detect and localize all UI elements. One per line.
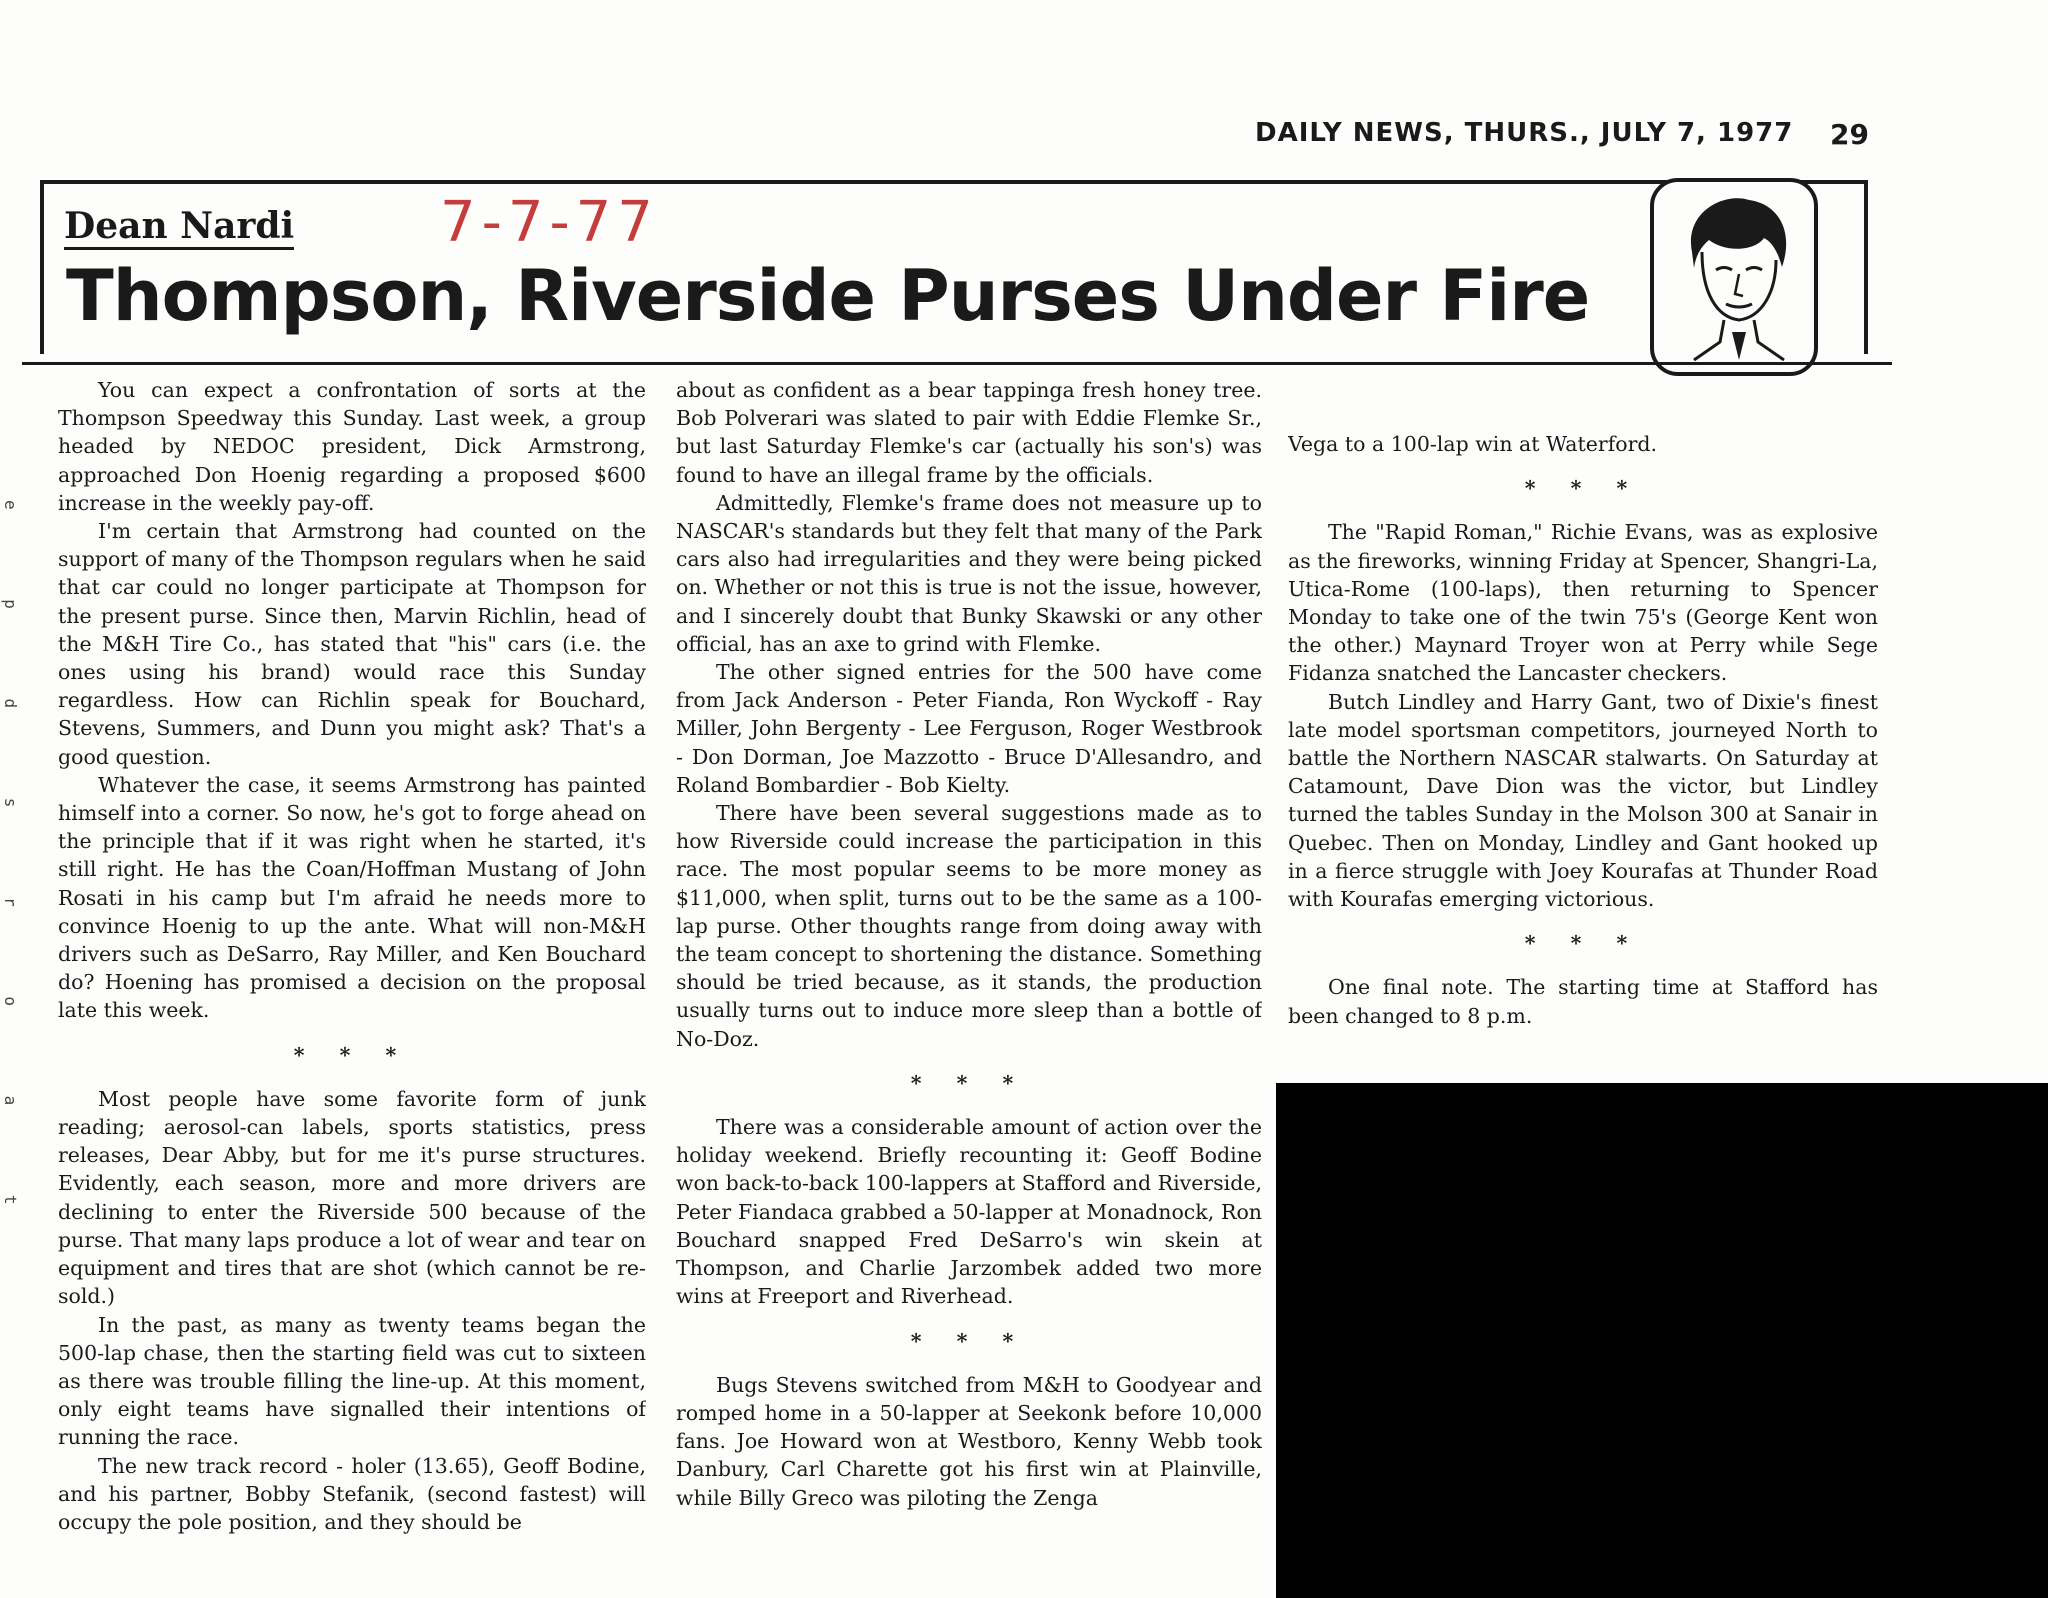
byline: Dean Nardi: [64, 205, 294, 250]
section-separator: * * *: [1524, 476, 1642, 501]
columnist-portrait-sketch: [1650, 178, 1818, 376]
article-column-2: [676, 376, 1262, 1556]
paragraph: In the past, as many as twenty teams began the 500-lap chase, then the starting field was cut to sixteen as there was trouble filling the line-up. At this moment, only eight teams have signalled their intentions of running the race.: [58, 1312, 646, 1450]
section-separator: * * *: [1524, 931, 1642, 956]
article-column-1: [58, 376, 646, 1556]
paragraph: The other signed entries for the 500 have come from Jack Anderson - Peter Fianda, Ron Wyckoff - Ray Miller, John Bergenty - Lee Ferguson, Roger Westbrook - Don Dorman, Joe Mazzotto - Bruce D'Allesandro, and Roland Bombardier - Bob Kielty.: [676, 660, 1262, 797]
paragraph: Vega to a 100-lap win at Waterford.: [1288, 432, 1658, 456]
left-margin-fragments: e p d s r o a t: [1, 500, 20, 1245]
paragraph: Admittedly, Flemke's frame does not measure up to NASCAR's standards but they felt that many of the Park cars also had irregularities and they were being picked on. Whether or not this is true is not the issue, however, and I sincerely doubt that Bunky Skawski or any other official, has an axe to grind with Flemke.: [676, 490, 1262, 656]
page-number: 29: [1830, 118, 1869, 151]
redaction-block: [1276, 1083, 2048, 1598]
paragraph: The new track record - holer (13.65), Geoff Bodine, and his partner, Bobby Stefanik, (second fastest) will occupy the pole position, and they should be: [58, 1453, 646, 1534]
section-separator: * * *: [910, 1328, 1028, 1353]
paragraph: Most people have some favorite form of junk reading; aerosol-can labels, sports statistics, press releases, Dear Abby, but for me it's purse structures. Evidently, each season, more and more drivers are declining to enter the Riverside 500 because of the purse. That many laps produce a lot of wear and tear on equipment and tires that are shot (which cannot be re-sold.): [58, 1086, 646, 1309]
paragraph: There have been several suggestions made as to how Riverside could increase the participation in this race. The most popular seems to be more money as $11,000, when split, turns out to be the same as a 100-lap purse. Other thoughts range from doing away with the team concept to shortening the distance. Something should be tried because, as it stands, the production usually turns out to induce more sleep than a bottle of No-Doz.: [676, 801, 1262, 1051]
handwritten-date-annotation: 7-7-77: [440, 190, 659, 255]
paragraph: about as confident as a bear tappinga fresh honey tree. Bob Polverari was slated to pair with Eddie Flemke Sr., but last Saturday Flemke's car (actually his son's) was found to have an illegal frame by the officials.: [676, 378, 1262, 487]
paragraph: Butch Lindley and Harry Gant, two of Dixie's finest late model sportsman competitors, journeyed North to battle the Northern NASCAR stalwarts. On Saturday at Catamount, Dave Dion was the victor, but Lindley turned the tables Sunday in the Molson 300 at Sanair in Quebec. Then on Monday, Lindley and Gant hooked up in a fierce struggle with Joey Kourafas at Thunder Road with Kourafas emerging victorious.: [1288, 689, 1878, 912]
paragraph: There was a considerable amount of action over the holiday weekend. Briefly recounting it: Geoff Bodine won back-to-back 100-lappers at Stafford and Riverside, Peter Fiandaca grabbed a 50-lapper at Monadnock, Ron Bouchard snapped Fred DeSarro's win skein at Thompson, and Charlie Jarzombek added two more wins at Freeport and Riverhead.: [676, 1115, 1262, 1309]
paragraph: One final note. The starting time at Stafford has been changed to 8 p.m.: [1288, 975, 1878, 1028]
paragraph: Bugs Stevens switched from M&H to Goodyear and romped home in a 50-lapper at Seekonk before 10,000 fans. Joe Howard won at Westboro, Kenny Webb took Danbury, Carl Charette got his first win at Plainville, while Billy Greco was piloting the Zenga: [676, 1372, 1262, 1510]
section-separator: * * *: [293, 1042, 411, 1067]
paragraph: I'm certain that Armstrong had counted on the support of many of the Thompson regulars when he said that car could no longer participate at Thompson for the present purse. Since then, Marvin Richlin, head of the M&H Tire Co., has stated that "his" cars (i.e. the ones using his brand) would race this Sunday regardless. How can Richlin speak for Bouchard, Stevens, Summers, and Dunn you might ask? That's a good question.: [58, 519, 646, 769]
header-rule: [22, 362, 1892, 365]
headline: Thompson, Riverside Purses Under Fire: [66, 255, 1590, 337]
paragraph: The "Rapid Roman," Richie Evans, was as explosive as the fireworks, winning Friday at Spencer, Shangri-La, Utica-Rome (100-laps), then returning to Spencer Monday to take one of the twin 75's (George Kent won the other.) Maynard Troyer won at Perry while Sege Fidanza snatched the Lancaster checkers.: [1288, 520, 1878, 686]
paragraph: You can expect a confrontation of sorts at the Thompson Speedway this Sunday. Last week, a group headed by NEDOC president, Dick Armstrong, approached Don Hoenig regarding a proposed $600 increase in the weekly pay-off.: [58, 378, 646, 515]
article-column-3: [1288, 430, 1878, 1080]
section-separator: * * *: [910, 1070, 1028, 1095]
masthead: DAILY NEWS, THURS., JULY 7, 1977: [1255, 118, 1794, 148]
paragraph: Whatever the case, it seems Armstrong has painted himself into a corner. So now, he's got to forge ahead on the principle that if it was right when he started, it's still right. He has the Coan/Hoffman Mustang of John Rosati in his camp but I'm afraid he needs more to convince Hoenig to up the ante. What will non-M&H drivers such as DeSarro, Ray Miller, and Ken Bouchard do? Hoening has promised a decision on the proposal late this week.: [58, 772, 646, 1023]
